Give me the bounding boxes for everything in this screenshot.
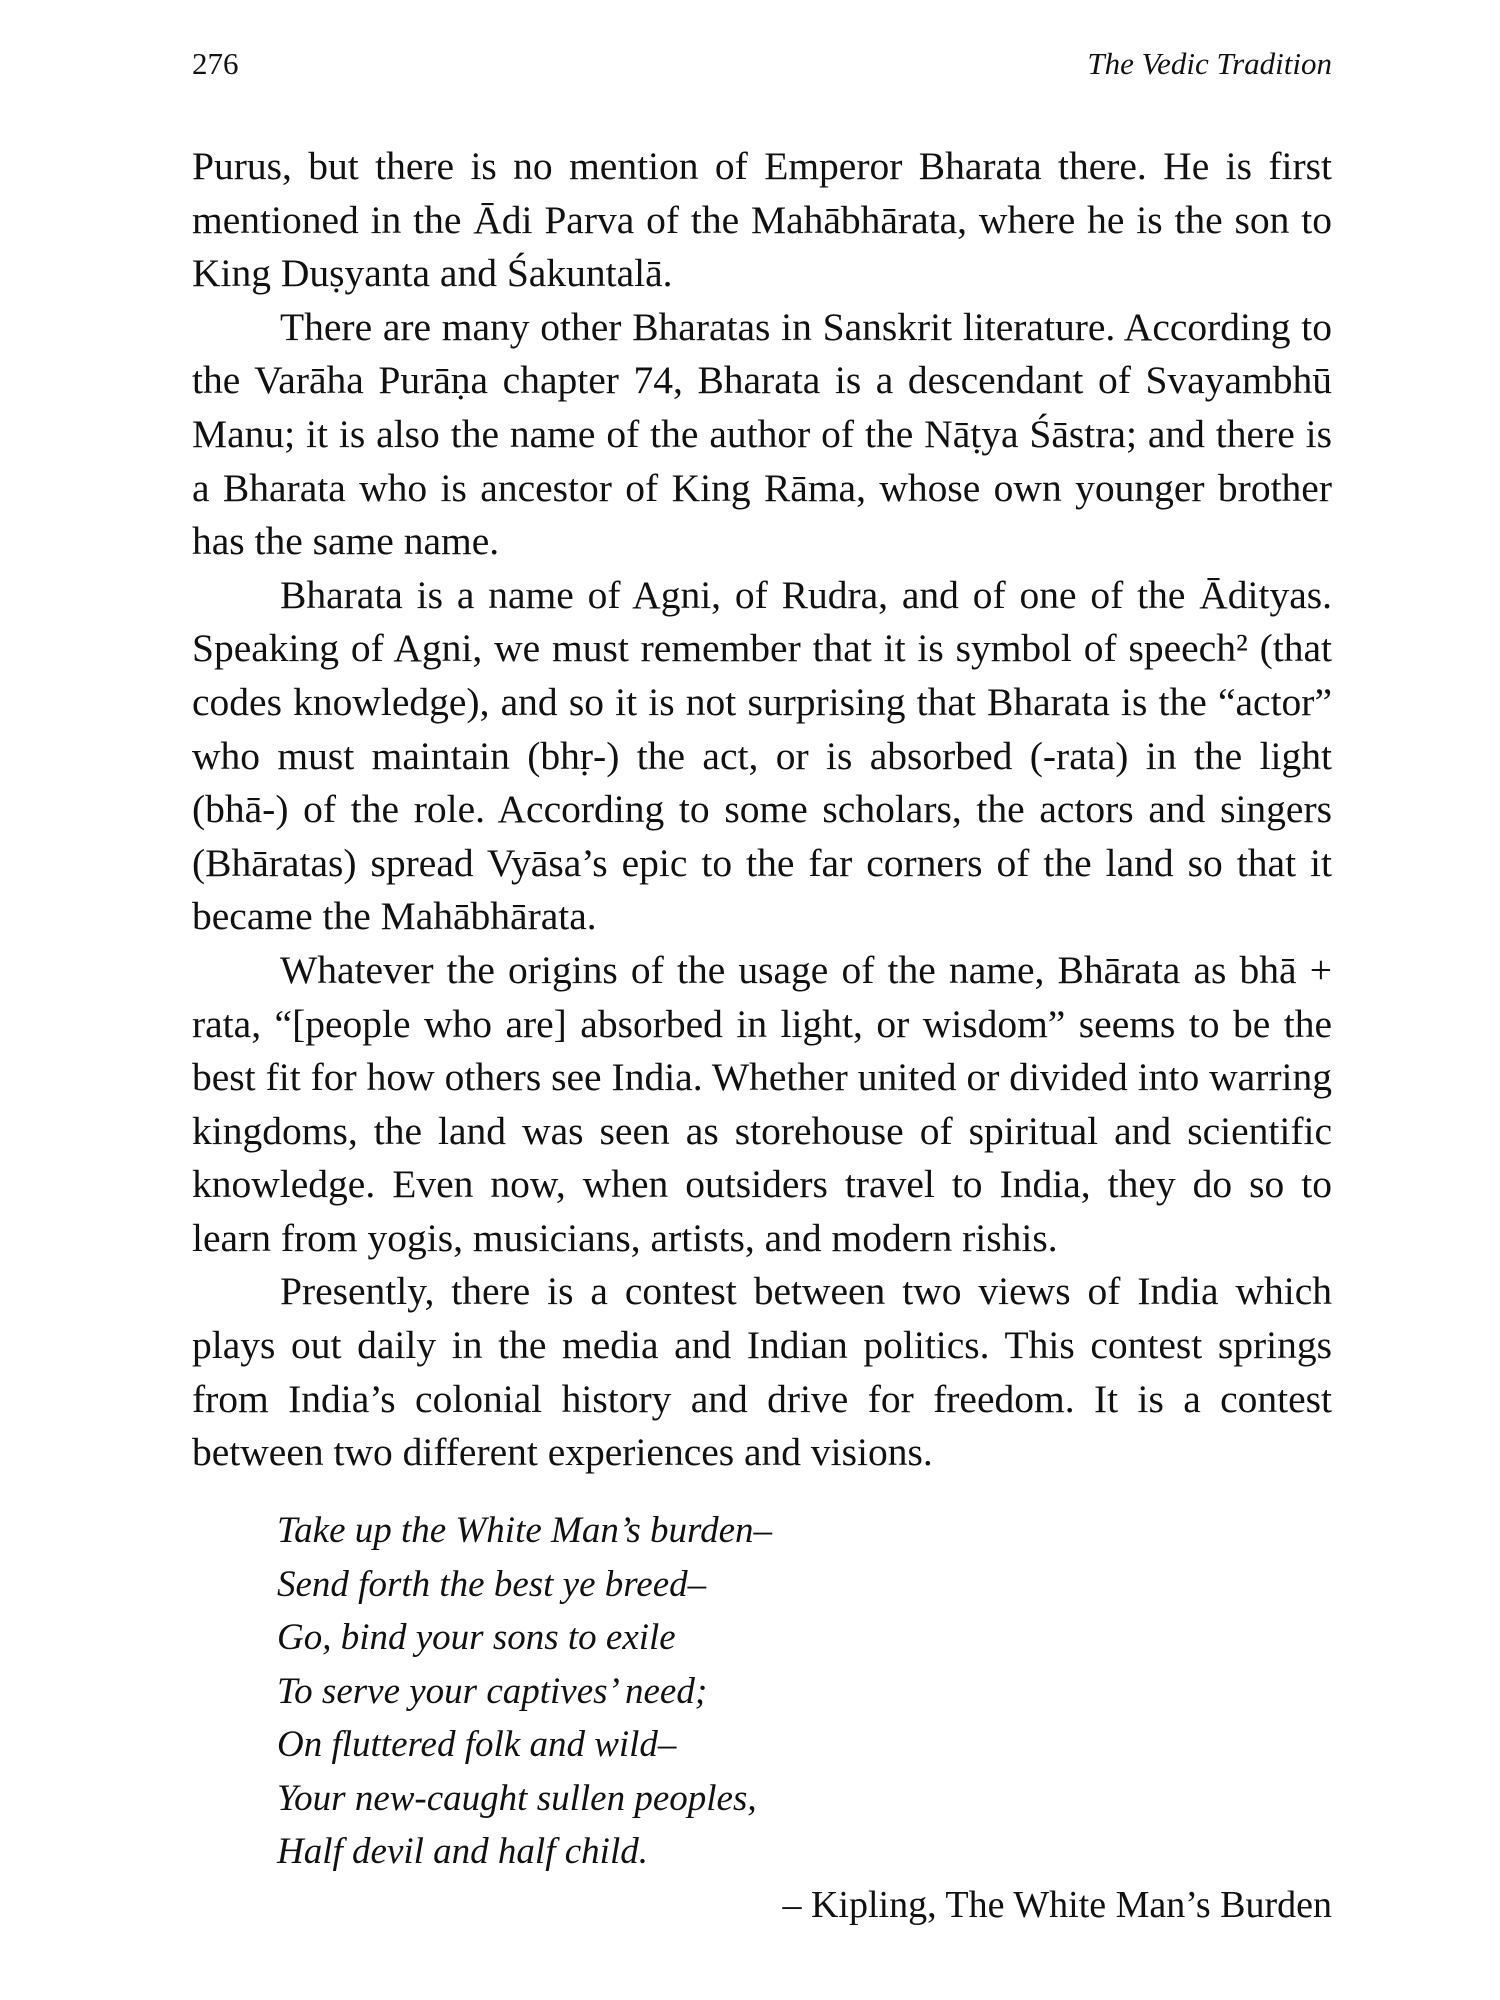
verse-line: On fluttered folk and wild– [277, 1724, 677, 1765]
paragraph: Whatever the origins of the usage of the name, Bhārata as bhā + rata, “[people who are] absorbed in light, or wisdom” seems to be the best fit for how others see India. Whether united or divided into warring kingdoms, the land was seen as storehouse of spiritual and scientific knowledge. Even now, when outsiders travel to India, they do so to learn from yogis, musicians, artists, and modern rishis. [192, 947, 1332, 1260]
verse-quote [277, 1504, 772, 1879]
verse-line: Half devil and half child. [277, 1831, 648, 1872]
verse-attribution: – Kipling, The White Man’s Burden [782, 1884, 1332, 1926]
verse-line: Take up the White Man’s burden– [277, 1510, 773, 1551]
paragraph: There are many other Bharatas in Sanskrit literature. According to the Varāha Purāṇa chapter 74, Bharata is a descendant of Svayambhū Manu; it is also the name of the author of the Nāṭya Śāstra; and there is a Bharata who is ancestor of King Rāma, whose own younger brother has the same name. [192, 304, 1332, 564]
running-head [192, 46, 1332, 90]
paragraph: Bharata is a name of Agni, of Rudra, and of one of the Ādityas. Speaking of Agni, we must remember that it is symbol of speech² (that codes knowledge), and so it is not surprising that Bharata is the “actor” who must maintain (bhṛ-) the act, or is absorbed (-rata) in the light (bhā-) of the role. According to some scholars, the actors and singers (Bhāratas) spread Vyāsa’s epic to the far corners of the land so that it became the Mahābhārata. [192, 572, 1332, 939]
page-number: 276 [192, 46, 239, 81]
verse-line: To serve your captives’ need; [277, 1670, 708, 1712]
body-text [192, 140, 1332, 1480]
paragraph: Presently, there is a contest between two views of India which plays out daily in the media and Indian politics. This contest springs from India’s colonial history and drive for freedom. It is a contest between two different experiences and visions. [192, 1269, 1332, 1475]
verse-line: Your new-caught sullen peoples, [277, 1777, 757, 1819]
paragraph: Purus, but there is no mention of Emperor Bharata there. He is first mentioned in the Ādi Parva of the Mahābhārata, where he is the son to King Duṣyanta and Śakuntalā. [192, 144, 1332, 296]
verse-line: Send forth the best ye breed– [277, 1563, 707, 1605]
running-title: The Vedic Tradition [1087, 46, 1332, 81]
verse-line: Go, bind your sons to exile [277, 1617, 676, 1658]
